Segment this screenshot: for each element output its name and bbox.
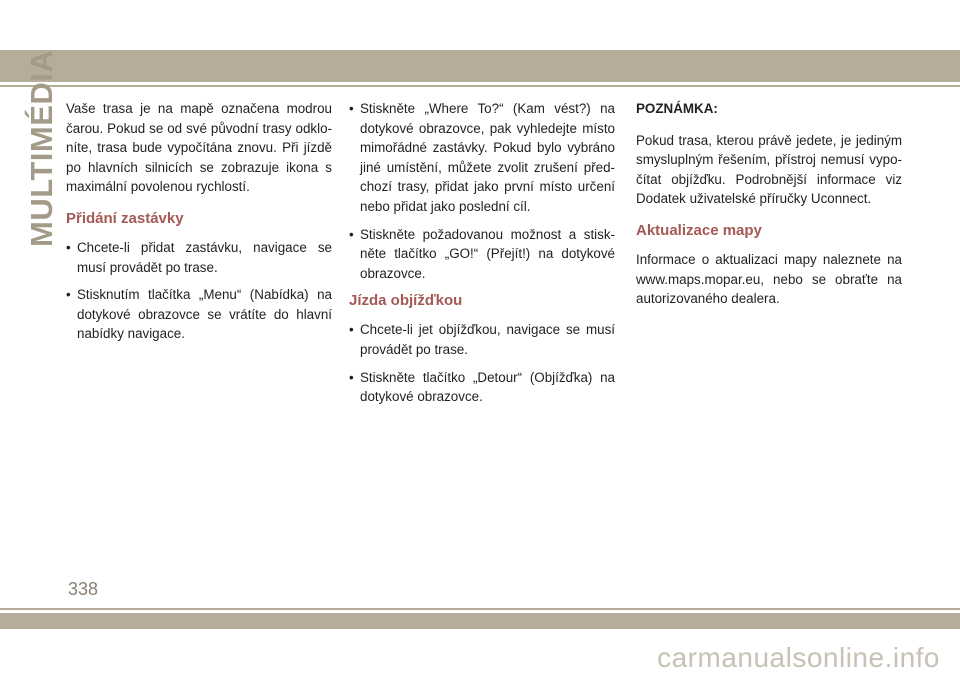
heading-detour: Jízda objížďkou bbox=[349, 292, 463, 310]
list-item: • Chcete-li jet objížďkou, navigace se musí provádět po trase. bbox=[349, 320, 615, 359]
top-decorative-band bbox=[0, 50, 960, 82]
bottom-divider-line bbox=[0, 608, 960, 610]
list-item: • Stisknutím tlačítka „Menu“ (Nabídka) na dotykové obrazovce se vrátíte do hlavní nabídky navigace. bbox=[66, 285, 332, 344]
watermark: carmanualsonline.info bbox=[657, 642, 940, 673]
list-item: • Stiskněte požadovanou možnost a stisk-něte tlačítko „GO!“ (Přejít!) na dotykové obrazovce. bbox=[349, 225, 615, 284]
detour-list bbox=[349, 320, 615, 406]
intro-paragraph: Vaše trasa je na mapě označena modrou čarou. Pokud se od své původní trasy odklo-níte, trasa bude vypočítána znovu. Při jízdě po hlavních silnicích se zobrazuje ikona s maximální povolenou rychlostí. bbox=[66, 101, 332, 195]
heading-add-stop: Přidání zastávky bbox=[66, 209, 184, 227]
note-title: POZNÁMKA: bbox=[636, 101, 718, 116]
add-stop-list bbox=[66, 238, 332, 344]
list-item: • Stiskněte „Where To?“ (Kam vést?) na dotykové obrazovce, pak vyhledejte místo mimořádné zastávky. Pokud bylo vybráno jiné umístění, můžete zvolit zrušení před-chozí trasy, přidat jako první místo určení nebo přidat jako poslední cíl. bbox=[349, 99, 615, 217]
section-label: MULTIMÉDIA bbox=[24, 49, 59, 247]
list-item: • Chcete-li přidat zastávku, navigace se musí provádět po trase. bbox=[66, 238, 332, 277]
bottom-decorative-band bbox=[0, 613, 960, 629]
top-divider-line bbox=[0, 85, 960, 87]
note-text: Pokud trasa, kterou právě jedete, je jediným smysluplným řešením, přístroj nemusí vypo-čítat objížďku. Podrobnější informace viz Dodatek uživatelské příručky Uconnect. bbox=[636, 132, 902, 207]
list-item: • Stiskněte tlačítko „Detour“ (Objížďka) na dotykové obrazovce. bbox=[349, 368, 615, 407]
page-number: 338 bbox=[68, 579, 99, 599]
column-3 bbox=[636, 99, 902, 321]
column-1 bbox=[66, 99, 332, 352]
add-stop-list-continued bbox=[349, 99, 615, 283]
map-update-paragraph: Informace o aktualizaci mapy naleznete na www.maps.mopar.eu, nebo se obraťte na autorizovaného dealera. bbox=[636, 251, 902, 307]
column-2 bbox=[349, 99, 615, 415]
heading-map-update: Aktualizace mapy bbox=[636, 221, 762, 239]
